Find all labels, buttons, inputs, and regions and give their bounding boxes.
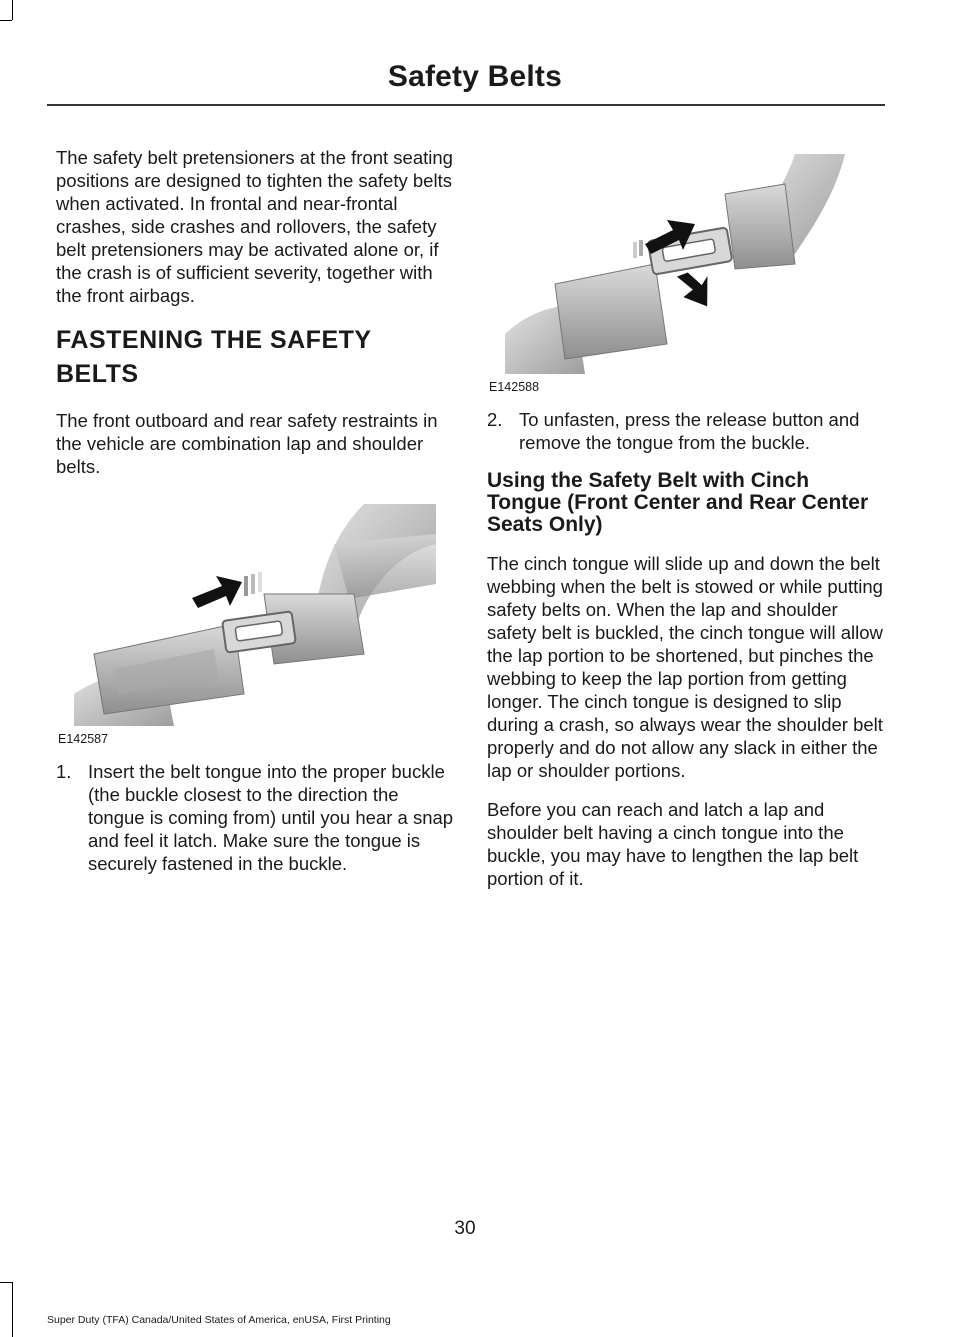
page-title: Safety Belts <box>387 60 562 93</box>
crop-mark <box>12 1282 13 1337</box>
section-heading-line1: FASTENING THE SAFETY <box>56 326 372 354</box>
step-1 <box>56 760 454 875</box>
cinch-paragraph-1: The cinch tongue will slide up and down the belt webbing when the belt is stowed or while putting safety belts on. When the lap and shoulder safety belt is buckled, the cinch tongue will allow the lap portion to be shortened, but pinches the webbing to keep the lap portion from getting longer. The cinch tongue is designed to slip during a crash, so always wear the shoulder belt properly and do not allow any slack in either the lap or shoulder portions. <box>487 553 883 781</box>
crop-mark <box>0 20 12 21</box>
header-rule <box>47 104 885 106</box>
belt-insert-illustration <box>64 504 436 726</box>
figure-code: E142588 <box>489 380 540 394</box>
figure-belt-release <box>487 146 885 394</box>
step-2 <box>487 408 885 454</box>
crop-mark <box>12 0 13 20</box>
section-paragraph: The front outboard and rear safety restraints in the vehicle are combination lap and shoulder belts. <box>56 410 438 477</box>
figure-belt-insert <box>56 496 454 746</box>
subheading-cinch-tongue: Using the Safety Belt with Cinch Tongue (Front Center and Rear Center Seats Only) <box>487 469 869 536</box>
step-text: Insert the belt tongue into the proper buckle (the buckle closest to the direction the tongue is coming from) until you hear a snap and feel it latch. Make sure the tongue is securely fastened in the buckle. <box>88 761 454 874</box>
intro-paragraph: The safety belt pretensioners at the front seating positions are designed to tighten the safety belts when activated. In frontal and near-frontal crashes, side crashes and rollovers, the safety belt pretensioners may be activated alone or, if the crash is of sufficient severity, together with the front airbags. <box>56 147 453 306</box>
left-column <box>56 146 454 891</box>
step-number: 1. <box>56 761 72 782</box>
step-text: To unfasten, press the release button and remove the tongue from the buckle. <box>519 409 860 453</box>
footer-edition: Super Duty (TFA) Canada/United States of America, enUSA, First Printing <box>47 1314 391 1326</box>
cinch-paragraph-2: Before you can reach and latch a lap and shoulder belt having a cinch tongue into the buckle, you may have to lengthen the lap belt portion of it. <box>487 799 859 889</box>
crop-mark <box>0 1282 12 1283</box>
step-number: 2. <box>487 409 503 430</box>
figure-code: E142587 <box>58 732 109 746</box>
belt-release-illustration <box>495 154 867 374</box>
right-column <box>487 146 885 906</box>
section-heading-line2: BELTS <box>56 360 139 388</box>
section-heading <box>56 323 454 391</box>
page-number: 30 <box>454 1218 476 1239</box>
